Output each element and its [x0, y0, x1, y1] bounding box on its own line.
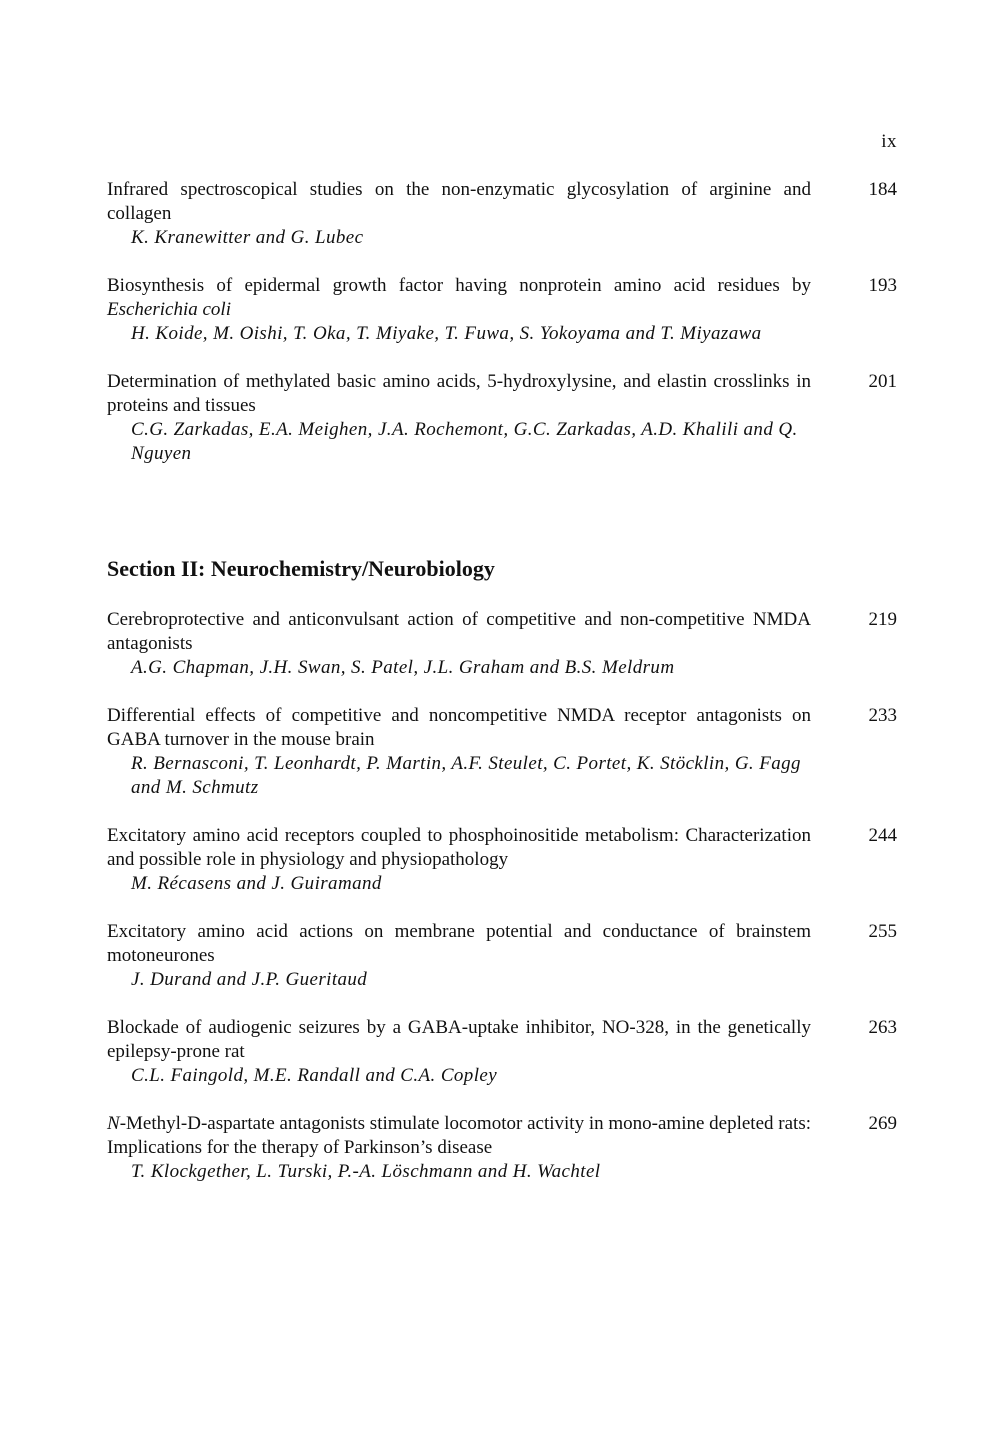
toc-entries-section-2: [107, 608, 897, 1208]
entry-page-number: 233: [868, 705, 897, 726]
entry-authors: C.L. Faingold, M.E. Randall and C.A. Copley: [131, 1065, 498, 1086]
entry-page-number: 269: [868, 1113, 897, 1134]
toc-entry: [107, 178, 897, 250]
entry-page-number: 201: [868, 371, 897, 392]
entry-title: Excitatory amino acid receptors coupled to phosphoinositide metabolism: Characterization and possible role in physiology and physiopathology: [107, 825, 811, 870]
page-number: ix: [881, 131, 897, 152]
entry-authors: A.G. Chapman, J.H. Swan, S. Patel, J.L. Graham and B.S. Meldrum: [131, 657, 675, 678]
entry-page-number: 263: [868, 1017, 897, 1038]
entry-page-number: 193: [868, 275, 897, 296]
entry-title: Excitatory amino acid actions on membrane potential and conductance of brainstem motoneurones: [107, 921, 811, 966]
entry-authors: K. Kranewitter and G. Lubec: [131, 227, 364, 248]
toc-entries-continued: [107, 178, 897, 490]
toc-entry: [107, 704, 897, 800]
toc-entry: [107, 824, 897, 896]
entry-page-number: 184: [868, 179, 897, 200]
toc-entry: [107, 1016, 897, 1088]
entry-authors: J. Durand and J.P. Gueritaud: [131, 969, 368, 990]
toc-entry: [107, 274, 897, 346]
entry-title: Cerebroprotective and anticonvulsant action of competitive and non-competitive NMDA antagonists: [107, 609, 811, 654]
entry-title-text: Biosynthesis of epidermal growth factor having nonprotein amino acid residues by: [107, 275, 811, 296]
entry-title-italic: N: [107, 1113, 120, 1134]
toc-entry: [107, 608, 897, 680]
entry-title: Determination of methylated basic amino acids, 5-hydroxylysine, and elastin crosslinks in proteins and tissues: [107, 371, 811, 416]
entry-authors: H. Koide, M. Oishi, T. Oka, T. Miyake, T. Fuwa, S. Yokoyama and T. Miyazawa: [131, 323, 762, 344]
entry-authors: R. Bernasconi, T. Leonhardt, P. Martin, A.F. Steulet, C. Portet, K. Stöcklin, G. Fagg and M. Schmutz: [131, 753, 801, 798]
entry-title: [107, 274, 811, 322]
toc-entry: [107, 920, 897, 992]
entry-title: Differential effects of competitive and noncompetitive NMDA receptor antagonists on GABA turnover in the mouse brain: [107, 705, 811, 750]
toc-entry: [107, 1112, 897, 1184]
entry-title: Blockade of audiogenic seizures by a GABA-uptake inhibitor, NO-328, in the genetically epilepsy-prone rat: [107, 1017, 811, 1062]
entry-page-number: 255: [868, 921, 897, 942]
entry-page-number: 219: [868, 609, 897, 630]
entry-authors: C.G. Zarkadas, E.A. Meighen, J.A. Rochemont, G.C. Zarkadas, A.D. Khalili and Q. Nguyen: [131, 419, 798, 464]
entry-title: [107, 1112, 811, 1160]
entry-authors: T. Klockgether, L. Turski, P.-A. Löschmann and H. Wachtel: [131, 1161, 601, 1182]
toc-entry: [107, 370, 897, 466]
entry-title-text: -Methyl-D-aspartate antagonists stimulate locomotor activity in mono-amine depleted rats: Implications for the therapy of Parkinson’s disease: [107, 1113, 811, 1158]
entry-authors: M. Récasens and J. Guiramand: [131, 873, 382, 894]
entry-title: Infrared spectroscopical studies on the non-enzymatic glycosylation of arginine and collagen: [107, 179, 811, 224]
section-heading: Section II: Neurochemistry/Neurobiology: [107, 556, 495, 581]
entry-title-italic: Escherichia coli: [107, 299, 231, 320]
entry-page-number: 244: [868, 825, 897, 846]
